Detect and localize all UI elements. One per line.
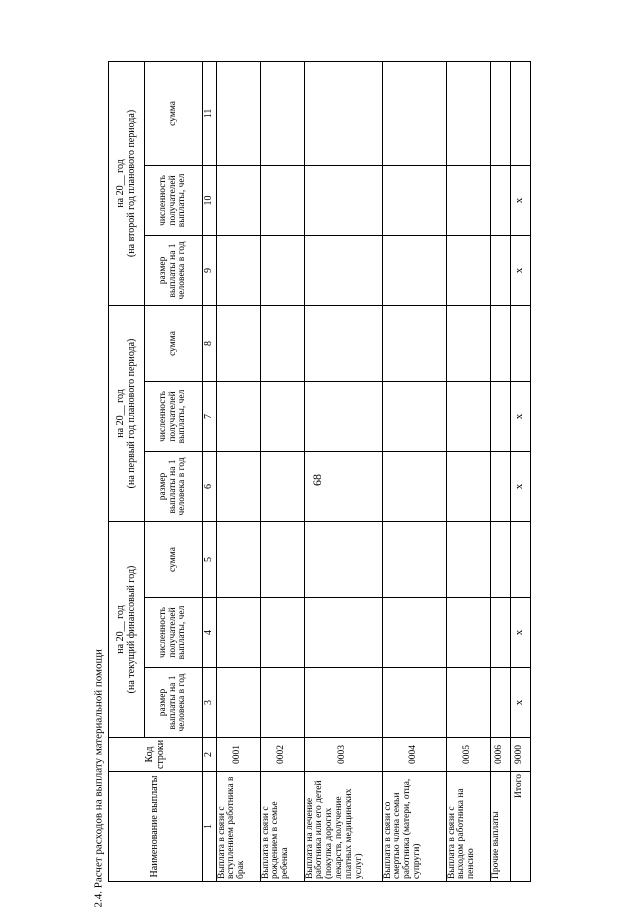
table-row	[446, 61, 490, 881]
table-row	[304, 61, 382, 881]
row-code: 0004	[382, 738, 446, 772]
total-code: 9000	[510, 738, 530, 772]
column-number: 8	[203, 305, 217, 381]
header-code: Код строки	[109, 738, 203, 772]
row-name: Выплата в связи с выходом работника на пенсию	[446, 772, 490, 882]
period-second-desc: (на второй год планового периода)	[125, 109, 137, 258]
header-sum: сумма	[145, 61, 203, 165]
header-period-first	[109, 305, 145, 521]
x-mark: x	[510, 668, 530, 738]
column-number: 4	[203, 598, 217, 668]
table-row	[490, 61, 510, 881]
row-name: Выплата в связи с рождением в семье ребенка	[260, 772, 304, 882]
row-name: Выплата в связи с вступлением работника в брак	[216, 772, 260, 882]
header-size: размер выплаты на 1 человека в год	[145, 668, 203, 738]
column-number: 11	[203, 61, 217, 165]
period-current-year: на 20__ год	[115, 605, 126, 654]
x-mark: x	[510, 381, 530, 451]
page-number: 68	[310, 474, 324, 486]
table-container	[108, 72, 530, 882]
column-number-row	[203, 61, 217, 881]
row-code: 0006	[490, 738, 510, 772]
header-period-current	[109, 521, 145, 737]
table-row	[260, 61, 304, 881]
total-row	[510, 61, 530, 881]
row-name: Выплата в связи со смертью члена семьи работника (матери, отца, супруги)	[382, 772, 446, 882]
header-sum: сумма	[145, 521, 203, 597]
row-code: 0005	[446, 738, 490, 772]
header-sum: сумма	[145, 305, 203, 381]
x-mark: x	[510, 165, 530, 235]
x-mark: x	[510, 235, 530, 305]
column-number: 1	[203, 772, 217, 882]
column-number: 2	[203, 738, 217, 772]
column-number: 7	[203, 381, 217, 451]
period-first-desc: (на первый год планового периода)	[125, 338, 137, 489]
x-mark: x	[510, 451, 530, 521]
period-first-year: на 20__ год	[115, 389, 126, 438]
row-code: 0002	[260, 738, 304, 772]
header-name: Наименование выплаты	[109, 772, 203, 882]
header-count: численность получателей выплаты, чел	[145, 165, 203, 235]
header-count: численность получателей выплаты, чел	[145, 598, 203, 668]
row-code: 0003	[304, 738, 382, 772]
table-row	[216, 61, 260, 881]
header-period-second	[109, 61, 145, 305]
period-current-desc: (на текущий финансовый год)	[125, 565, 137, 694]
total-label: Итого	[510, 772, 530, 882]
header-size: размер выплаты на 1 человека в год	[145, 235, 203, 305]
column-number: 6	[203, 451, 217, 521]
table-row	[382, 61, 446, 881]
row-name: Прочие выплаты	[490, 772, 510, 882]
assistance-table	[108, 61, 531, 882]
row-code: 0001	[216, 738, 260, 772]
column-number: 9	[203, 235, 217, 305]
x-mark: x	[510, 598, 530, 668]
column-number: 10	[203, 165, 217, 235]
section-title: 2.4. Расчет расходов на выплату материальной помощи	[92, 649, 105, 908]
row-name: Выплата на лечение работника или его детей (покупка дорогих лекарств, получение платных медицинских услуг)	[304, 772, 382, 882]
column-number: 5	[203, 521, 217, 597]
period-second-year: на 20__ год	[115, 159, 126, 208]
column-number: 3	[203, 668, 217, 738]
header-size: размер выплаты на 1 человека в год	[145, 451, 203, 521]
header-count: численность получателей выплаты, чел	[145, 381, 203, 451]
